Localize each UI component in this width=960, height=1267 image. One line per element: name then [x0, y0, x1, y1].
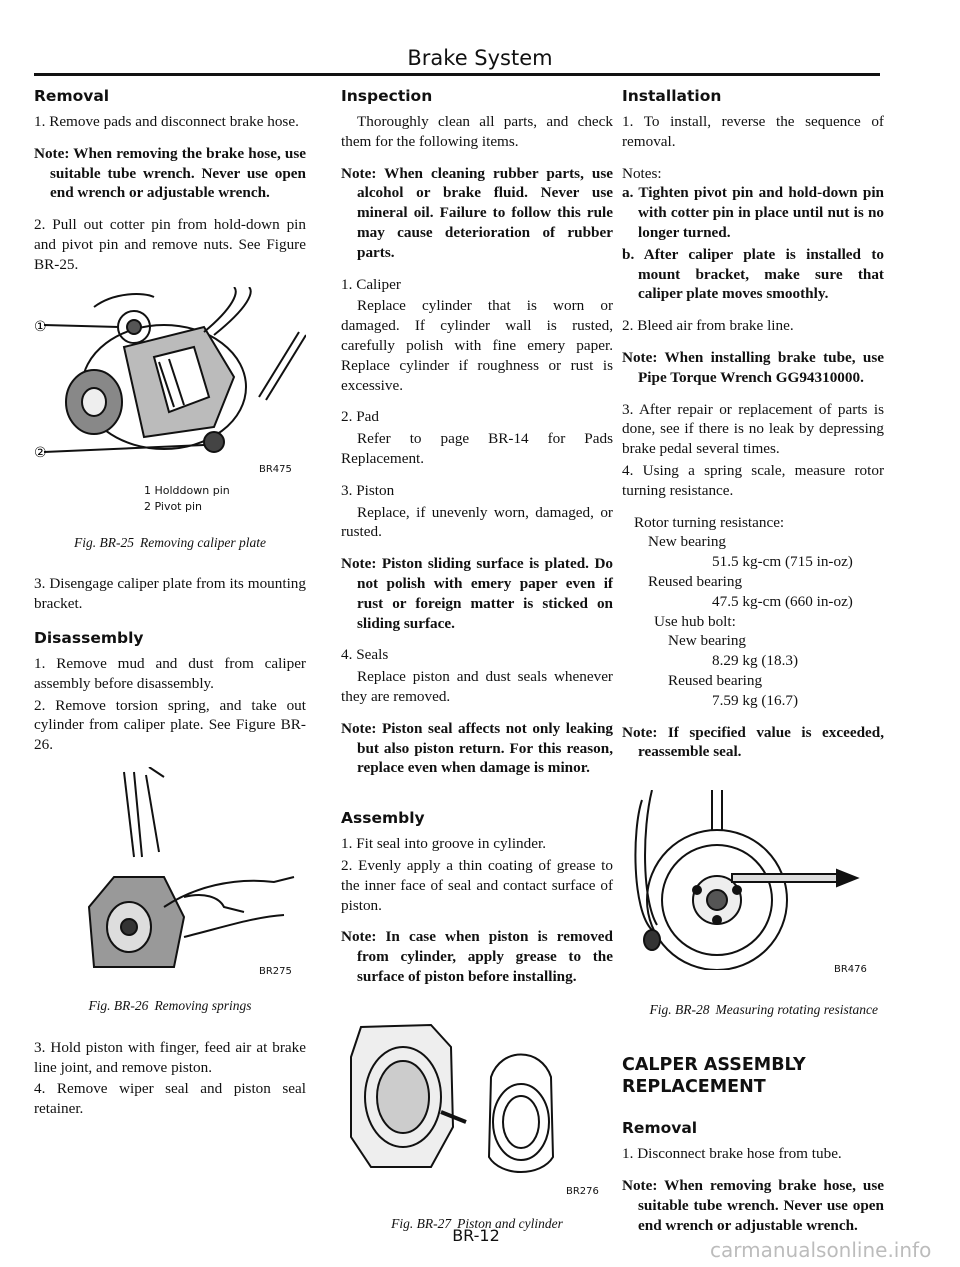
inspection-item-1-title: 1. Caliper — [341, 275, 401, 293]
spec-hub-new-value: 8.29 kg (18.3) — [712, 652, 799, 670]
notes-label: Notes: — [622, 164, 662, 182]
spec-hub-new: New bearing — [668, 632, 747, 650]
figure-caption — [34, 996, 306, 1016]
figure-number: Fig. BR-26 — [88, 997, 149, 1013]
installation-step-3: 3. After repair or replacement of parts is done, see if there is no leak by depressing brake pedal several times. — [622, 400, 884, 458]
inspection-item-2-body: Refer to page BR-14 for Pads Replacement. — [341, 430, 613, 467]
assembly-heading: Assembly — [341, 809, 425, 828]
inspection-intro: Thoroughly clean all parts, and check them for the following items. — [341, 113, 613, 150]
legend-item-holddown: 1 Holddown pin — [144, 483, 230, 497]
removal-step-2: 2. Pull out cotter pin from hold-down pin and pivot pin and remove nuts. See Figure BR-25. — [34, 216, 306, 273]
piston-cylinder-illustration — [341, 1017, 613, 1192]
installation-step-1: 1. To install, reverse the sequence of removal. — [622, 113, 884, 150]
removal-heading: Removal — [34, 87, 110, 105]
page-title: Brake System — [407, 46, 553, 70]
disassembly-step-2: 2. Remove torsion spring, and take out cylinder from caliper plate. See Figure BR-26. — [34, 696, 306, 754]
spec-reused-value: 47.5 kg-cm (660 in-oz) — [712, 592, 853, 610]
figure-caption-text: Piston and cylinder — [457, 1215, 563, 1231]
installation-step-4: 4. Using a spring scale, measure rotor turning resistance. — [622, 461, 884, 499]
inspection-note-1: Note: When cleaning rubber parts, use alcohol or brake fluid. Never use mineral oil. Failure to follow this rule may cause deterioration of rubber parts. — [341, 164, 613, 261]
figure-code: BR475 — [259, 463, 292, 475]
figure-caption — [622, 1002, 884, 1018]
springs-illustration — [34, 767, 306, 982]
assembly-step-1: 1. Fit seal into groove in cylinder. — [341, 835, 547, 853]
spec-title: Rotor turning resistance: — [634, 513, 785, 531]
figure-code: BR275 — [259, 965, 292, 977]
figure-br-25 — [34, 287, 306, 477]
spec-hub-reused: Reused bearing — [668, 671, 763, 689]
installation-note-seal: Note: If specified value is exceeded, reassemble seal. — [622, 723, 884, 761]
installation-note-a: a. Tighten pivot pin and hold-down pin with cotter pin in place until nut is no longer turned. — [622, 184, 884, 241]
header-rule — [34, 73, 880, 76]
spec-hub-reused-value: 7.59 kg (16.7) — [712, 691, 799, 709]
spec-reused-bearing: Reused bearing — [648, 572, 743, 590]
page-header — [0, 0, 960, 80]
rotating-resistance-illustration — [622, 790, 884, 970]
figure-caption-text: Removing caliper plate — [140, 534, 266, 550]
installation-note-b: b. After caliper plate is installed to mount bracket, make sure that caliper plate moves smoothly. — [622, 245, 884, 303]
callout-1: ① — [34, 318, 47, 335]
column-middle — [341, 86, 613, 1233]
removal-step-3: 3. Disengage caliper plate from its mounting bracket. — [34, 575, 306, 613]
column-right — [622, 86, 884, 1247]
page-number: BR-12 — [452, 1226, 500, 1245]
figure-caption-text: Measuring rotating resistance — [715, 1002, 878, 1018]
replacement-removal-step-1: 1. Disconnect brake hose from tube. — [622, 1145, 842, 1163]
section-heading-replacement: REPLACEMENT — [622, 1077, 766, 1098]
installation-heading: Installation — [622, 87, 722, 105]
callout-2: ② — [34, 444, 47, 461]
inspection-item-1-body: Replace cylinder that is worn or damaged. If cylinder wall is rusted, carefully polish with fine emery paper. Replace cylinder if roughness or rust is excessive. — [341, 297, 613, 394]
resistance-spec — [634, 513, 884, 711]
removal-heading: Removal — [622, 1119, 698, 1138]
inspection-note-2: Note: Piston sliding surface is plated. Do not polish with emery paper even if rust or foreign matter is sticked on sliding surface. — [341, 555, 613, 632]
figure-number: Fig. BR-28 — [649, 1002, 710, 1018]
inspection-heading: Inspection — [341, 87, 433, 105]
figure-code: BR476 — [834, 964, 867, 976]
inspection-item-4-body: Replace piston and dust seals whenever they are removed. — [341, 668, 613, 705]
installation-note-torque: Note: When installing brake tube, use Pipe Torque Wrench GG94310000. — [622, 348, 884, 386]
figure-caption-text: Removing springs — [154, 997, 252, 1013]
section-heading-caliper: CALPER ASSEMBLY — [622, 1055, 806, 1076]
inspection-note-3: Note: Piston seal affects not only leaking but also piston return. For this reason, replace even when damage is minor. — [341, 719, 613, 777]
inspection-item-3-body: Replace, if unevenly worn, damaged, or rusted. — [341, 503, 613, 541]
spec-hub-bolt: Use hub bolt: — [654, 612, 736, 630]
column-left — [34, 86, 306, 1131]
assembly-note: Note: In case when piston is removed from cylinder, apply grease to the surface of piston before installing. — [341, 928, 613, 985]
replacement-removal-note: Note: When removing brake hose, use suitable tube wrench. Never use open end wrench or adjustable wrench. — [622, 1176, 884, 1234]
inspection-item-4-title: 4. Seals — [341, 646, 389, 664]
disassembly-step-4: 4. Remove wiper seal and piston seal retainer. — [34, 1080, 306, 1118]
installation-step-2: 2. Bleed air from brake line. — [622, 317, 794, 335]
figure-br-27 — [341, 1017, 613, 1197]
figure-code: BR276 — [566, 1185, 599, 1197]
figure-legend — [144, 483, 306, 515]
disassembly-step-1: 1. Remove mud and dust from caliper assembly before disassembly. — [34, 654, 306, 692]
figure-number: Fig. BR-25 — [74, 534, 135, 550]
figure-caption — [34, 533, 306, 553]
removal-step-1: 1. Remove pads and disconnect brake hose. — [34, 113, 299, 130]
assembly-step-2: 2. Evenly apply a thin coating of grease to the inner face of seal and contact surface of piston. — [341, 856, 613, 914]
disassembly-step-3: 3. Hold piston with finger, feed air at brake line joint, and remove piston. — [34, 1038, 306, 1076]
watermark: carmanualsonline.info — [710, 1238, 932, 1262]
spec-new-bearing: New bearing — [648, 533, 727, 551]
spec-new-value: 51.5 kg-cm (715 in-oz) — [712, 553, 853, 571]
figure-br-28 — [622, 790, 884, 976]
figure-br-26 — [34, 767, 306, 982]
removal-note: Note: When removing the brake hose, use suitable tube wrench. Never use open end wrench or adjustable wrench. — [34, 144, 306, 202]
legend-item-pivot: 2 Pivot pin — [144, 499, 203, 513]
figure-number: Fig. BR-27 — [391, 1215, 452, 1231]
inspection-item-2-title: 2. Pad — [341, 408, 379, 426]
caliper-plate-illustration — [34, 287, 306, 477]
inspection-item-3-title: 3. Piston — [341, 481, 395, 499]
disassembly-heading: Disassembly — [34, 628, 144, 647]
